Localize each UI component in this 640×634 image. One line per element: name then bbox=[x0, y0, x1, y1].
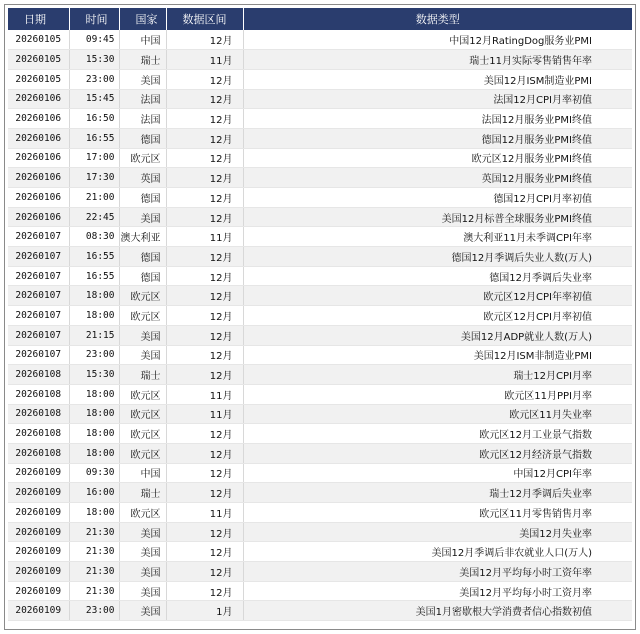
table-row[interactable] bbox=[8, 384, 632, 404]
cell-country: 德国 bbox=[119, 247, 166, 267]
cell-data-type: 美国12月平均每小时工资月率 bbox=[243, 581, 632, 601]
cell-period: 12月 bbox=[166, 286, 243, 306]
cell-period: 12月 bbox=[166, 424, 243, 444]
table-row[interactable] bbox=[8, 581, 632, 601]
table-row[interactable] bbox=[8, 69, 632, 89]
cell-data-type: 中国12月RatingDog服务业PMI bbox=[243, 30, 632, 50]
cell-country: 欧元区 bbox=[119, 286, 166, 306]
table-row[interactable] bbox=[8, 168, 632, 188]
cell-data-type: 欧元区11月PPI月率 bbox=[243, 384, 632, 404]
cell-date: 20260109 bbox=[8, 483, 69, 503]
cell-period: 12月 bbox=[166, 168, 243, 188]
cell-date: 20260107 bbox=[8, 345, 69, 365]
cell-country: 澳大利亚 bbox=[119, 227, 166, 247]
cell-date: 20260109 bbox=[8, 542, 69, 562]
cell-time: 16:55 bbox=[69, 247, 119, 267]
cell-date: 20260108 bbox=[8, 404, 69, 424]
cell-country: 法国 bbox=[119, 109, 166, 129]
cell-date: 20260109 bbox=[8, 503, 69, 523]
cell-time: 08:30 bbox=[69, 227, 119, 247]
cell-date: 20260109 bbox=[8, 601, 69, 621]
cell-time: 16:50 bbox=[69, 109, 119, 129]
cell-period: 12月 bbox=[166, 188, 243, 208]
cell-period: 11月 bbox=[166, 503, 243, 523]
cell-date: 20260108 bbox=[8, 443, 69, 463]
table-row[interactable] bbox=[8, 562, 632, 582]
cell-date: 20260107 bbox=[8, 247, 69, 267]
cell-time: 16:55 bbox=[69, 128, 119, 148]
cell-period: 12月 bbox=[166, 69, 243, 89]
cell-data-type: 德国12月服务业PMI终值 bbox=[243, 128, 632, 148]
table-header-row bbox=[8, 8, 632, 30]
cell-country: 欧元区 bbox=[119, 503, 166, 523]
cell-time: 18:00 bbox=[69, 424, 119, 444]
cell-time: 21:15 bbox=[69, 325, 119, 345]
table-row[interactable] bbox=[8, 188, 632, 208]
cell-country: 美国 bbox=[119, 345, 166, 365]
table-row[interactable] bbox=[8, 247, 632, 267]
cell-period: 12月 bbox=[166, 128, 243, 148]
table-row[interactable] bbox=[8, 365, 632, 385]
cell-time: 09:45 bbox=[69, 30, 119, 50]
cell-time: 15:45 bbox=[69, 89, 119, 109]
cell-date: 20260107 bbox=[8, 227, 69, 247]
cell-data-type: 德国12月CPI月率初值 bbox=[243, 188, 632, 208]
cell-time: 15:30 bbox=[69, 50, 119, 70]
table-row[interactable] bbox=[8, 601, 632, 621]
cell-data-type: 法国12月服务业PMI终值 bbox=[243, 109, 632, 129]
cell-date: 20260107 bbox=[8, 306, 69, 326]
table-row[interactable] bbox=[8, 109, 632, 129]
cell-country: 美国 bbox=[119, 601, 166, 621]
cell-date: 20260106 bbox=[8, 109, 69, 129]
cell-data-type: 美国12月平均每小时工资年率 bbox=[243, 562, 632, 582]
cell-period: 12月 bbox=[166, 365, 243, 385]
cell-date: 20260107 bbox=[8, 266, 69, 286]
table-row[interactable] bbox=[8, 522, 632, 542]
cell-data-type: 瑞士12月季调后失业率 bbox=[243, 483, 632, 503]
cell-time: 23:00 bbox=[69, 345, 119, 365]
cell-data-type: 德国12月季调后失业率 bbox=[243, 266, 632, 286]
cell-date: 20260108 bbox=[8, 424, 69, 444]
cell-data-type: 欧元区11月失业率 bbox=[243, 404, 632, 424]
cell-data-type: 瑞士12月CPI月率 bbox=[243, 365, 632, 385]
cell-date: 20260106 bbox=[8, 168, 69, 188]
header-country[interactable]: 国家 bbox=[119, 8, 166, 30]
cell-country: 欧元区 bbox=[119, 404, 166, 424]
cell-data-type: 欧元区11月零售销售月率 bbox=[243, 503, 632, 523]
cell-time: 16:55 bbox=[69, 266, 119, 286]
cell-time: 18:00 bbox=[69, 503, 119, 523]
cell-data-type: 美国12月失业率 bbox=[243, 522, 632, 542]
cell-date: 20260107 bbox=[8, 286, 69, 306]
cell-period: 12月 bbox=[166, 247, 243, 267]
cell-date: 20260105 bbox=[8, 50, 69, 70]
cell-country: 欧元区 bbox=[119, 306, 166, 326]
cell-time: 18:00 bbox=[69, 384, 119, 404]
cell-data-type: 美国12月ADP就业人数(万人) bbox=[243, 325, 632, 345]
table-row[interactable] bbox=[8, 266, 632, 286]
cell-time: 18:00 bbox=[69, 404, 119, 424]
cell-data-type: 法国12月CPI月率初值 bbox=[243, 89, 632, 109]
cell-country: 中国 bbox=[119, 463, 166, 483]
cell-country: 欧元区 bbox=[119, 443, 166, 463]
cell-data-type: 瑞士11月实际零售销售年率 bbox=[243, 50, 632, 70]
table-row[interactable] bbox=[8, 128, 632, 148]
cell-data-type: 德国12月季调后失业人数(万人) bbox=[243, 247, 632, 267]
cell-period: 12月 bbox=[166, 306, 243, 326]
cell-data-type: 欧元区12月经济景气指数 bbox=[243, 443, 632, 463]
cell-time: 18:00 bbox=[69, 443, 119, 463]
cell-date: 20260106 bbox=[8, 207, 69, 227]
cell-time: 21:00 bbox=[69, 188, 119, 208]
cell-period: 12月 bbox=[166, 562, 243, 582]
cell-time: 18:00 bbox=[69, 286, 119, 306]
cell-country: 英国 bbox=[119, 168, 166, 188]
header-time[interactable]: 时间 bbox=[69, 8, 119, 30]
cell-period: 12月 bbox=[166, 483, 243, 503]
header-period[interactable]: 数据区间 bbox=[166, 8, 243, 30]
table-row[interactable] bbox=[8, 286, 632, 306]
cell-country: 德国 bbox=[119, 188, 166, 208]
cell-country: 中国 bbox=[119, 30, 166, 50]
cell-period: 1月 bbox=[166, 601, 243, 621]
cell-country: 欧元区 bbox=[119, 424, 166, 444]
cell-period: 12月 bbox=[166, 266, 243, 286]
cell-date: 20260107 bbox=[8, 325, 69, 345]
cell-period: 12月 bbox=[166, 207, 243, 227]
cell-time: 17:30 bbox=[69, 168, 119, 188]
cell-period: 12月 bbox=[166, 463, 243, 483]
cell-country: 美国 bbox=[119, 69, 166, 89]
cell-country: 美国 bbox=[119, 522, 166, 542]
cell-country: 欧元区 bbox=[119, 384, 166, 404]
cell-data-type: 美国12月季调后非农就业人口(万人) bbox=[243, 542, 632, 562]
table-row[interactable] bbox=[8, 345, 632, 365]
cell-country: 瑞士 bbox=[119, 365, 166, 385]
table-row[interactable] bbox=[8, 325, 632, 345]
table-row[interactable] bbox=[8, 50, 632, 70]
table-row[interactable] bbox=[8, 148, 632, 168]
cell-period: 12月 bbox=[166, 30, 243, 50]
cell-country: 美国 bbox=[119, 562, 166, 582]
cell-data-type: 澳大利亚11月未季调CPI年率 bbox=[243, 227, 632, 247]
cell-period: 11月 bbox=[166, 404, 243, 424]
cell-period: 12月 bbox=[166, 148, 243, 168]
cell-period: 12月 bbox=[166, 345, 243, 365]
cell-time: 21:30 bbox=[69, 542, 119, 562]
cell-time: 09:30 bbox=[69, 463, 119, 483]
table-row[interactable] bbox=[8, 404, 632, 424]
cell-period: 12月 bbox=[166, 89, 243, 109]
table-row[interactable] bbox=[8, 306, 632, 326]
cell-time: 17:00 bbox=[69, 148, 119, 168]
cell-time: 22:45 bbox=[69, 207, 119, 227]
cell-date: 20260105 bbox=[8, 30, 69, 50]
cell-date: 20260109 bbox=[8, 581, 69, 601]
cell-period: 12月 bbox=[166, 542, 243, 562]
header-date[interactable]: 日期 bbox=[8, 8, 69, 30]
cell-country: 欧元区 bbox=[119, 148, 166, 168]
table-row[interactable] bbox=[8, 227, 632, 247]
cell-date: 20260108 bbox=[8, 384, 69, 404]
cell-time: 18:00 bbox=[69, 306, 119, 326]
table-row[interactable] bbox=[8, 542, 632, 562]
cell-data-type: 欧元区12月CPI年率初值 bbox=[243, 286, 632, 306]
cell-date: 20260106 bbox=[8, 89, 69, 109]
cell-country: 瑞士 bbox=[119, 483, 166, 503]
cell-time: 21:30 bbox=[69, 581, 119, 601]
cell-period: 11月 bbox=[166, 50, 243, 70]
cell-time: 15:30 bbox=[69, 365, 119, 385]
cell-country: 德国 bbox=[119, 128, 166, 148]
cell-country: 美国 bbox=[119, 581, 166, 601]
table-body bbox=[8, 30, 632, 621]
cell-period: 12月 bbox=[166, 109, 243, 129]
table-row[interactable] bbox=[8, 483, 632, 503]
cell-country: 美国 bbox=[119, 325, 166, 345]
cell-date: 20260106 bbox=[8, 148, 69, 168]
economic-calendar-table bbox=[8, 8, 632, 621]
cell-period: 12月 bbox=[166, 325, 243, 345]
cell-time: 23:00 bbox=[69, 601, 119, 621]
cell-data-type: 欧元区12月CPI月率初值 bbox=[243, 306, 632, 326]
cell-period: 11月 bbox=[166, 227, 243, 247]
cell-data-type: 中国12月CPI年率 bbox=[243, 463, 632, 483]
cell-country: 法国 bbox=[119, 89, 166, 109]
cell-period: 12月 bbox=[166, 443, 243, 463]
cell-date: 20260105 bbox=[8, 69, 69, 89]
cell-data-type: 欧元区12月工业景气指数 bbox=[243, 424, 632, 444]
cell-time: 16:00 bbox=[69, 483, 119, 503]
header-data-type[interactable]: 数据类型 bbox=[243, 8, 632, 30]
cell-date: 20260106 bbox=[8, 128, 69, 148]
cell-data-type: 美国12月ISM非制造业PMI bbox=[243, 345, 632, 365]
cell-country: 德国 bbox=[119, 266, 166, 286]
cell-date: 20260109 bbox=[8, 463, 69, 483]
cell-country: 美国 bbox=[119, 542, 166, 562]
table-row[interactable] bbox=[8, 424, 632, 444]
cell-time: 21:30 bbox=[69, 562, 119, 582]
table-row[interactable] bbox=[8, 503, 632, 523]
cell-data-type: 英国12月服务业PMI终值 bbox=[243, 168, 632, 188]
cell-data-type: 美国12月标普全球服务业PMI终值 bbox=[243, 207, 632, 227]
table-row[interactable] bbox=[8, 443, 632, 463]
cell-date: 20260106 bbox=[8, 188, 69, 208]
cell-data-type: 欧元区12月服务业PMI终值 bbox=[243, 148, 632, 168]
table-row[interactable] bbox=[8, 463, 632, 483]
cell-country: 美国 bbox=[119, 207, 166, 227]
cell-period: 12月 bbox=[166, 522, 243, 542]
cell-date: 20260109 bbox=[8, 562, 69, 582]
cell-period: 12月 bbox=[166, 581, 243, 601]
cell-date: 20260109 bbox=[8, 522, 69, 542]
table-row[interactable] bbox=[8, 207, 632, 227]
cell-date: 20260108 bbox=[8, 365, 69, 385]
cell-data-type: 美国1月密歇根大学消费者信心指数初值 bbox=[243, 601, 632, 621]
cell-data-type: 美国12月ISM制造业PMI bbox=[243, 69, 632, 89]
cell-country: 瑞士 bbox=[119, 50, 166, 70]
table-row[interactable] bbox=[8, 89, 632, 109]
cell-time: 23:00 bbox=[69, 69, 119, 89]
cell-time: 21:30 bbox=[69, 522, 119, 542]
cell-period: 11月 bbox=[166, 384, 243, 404]
table-row[interactable] bbox=[8, 30, 632, 50]
